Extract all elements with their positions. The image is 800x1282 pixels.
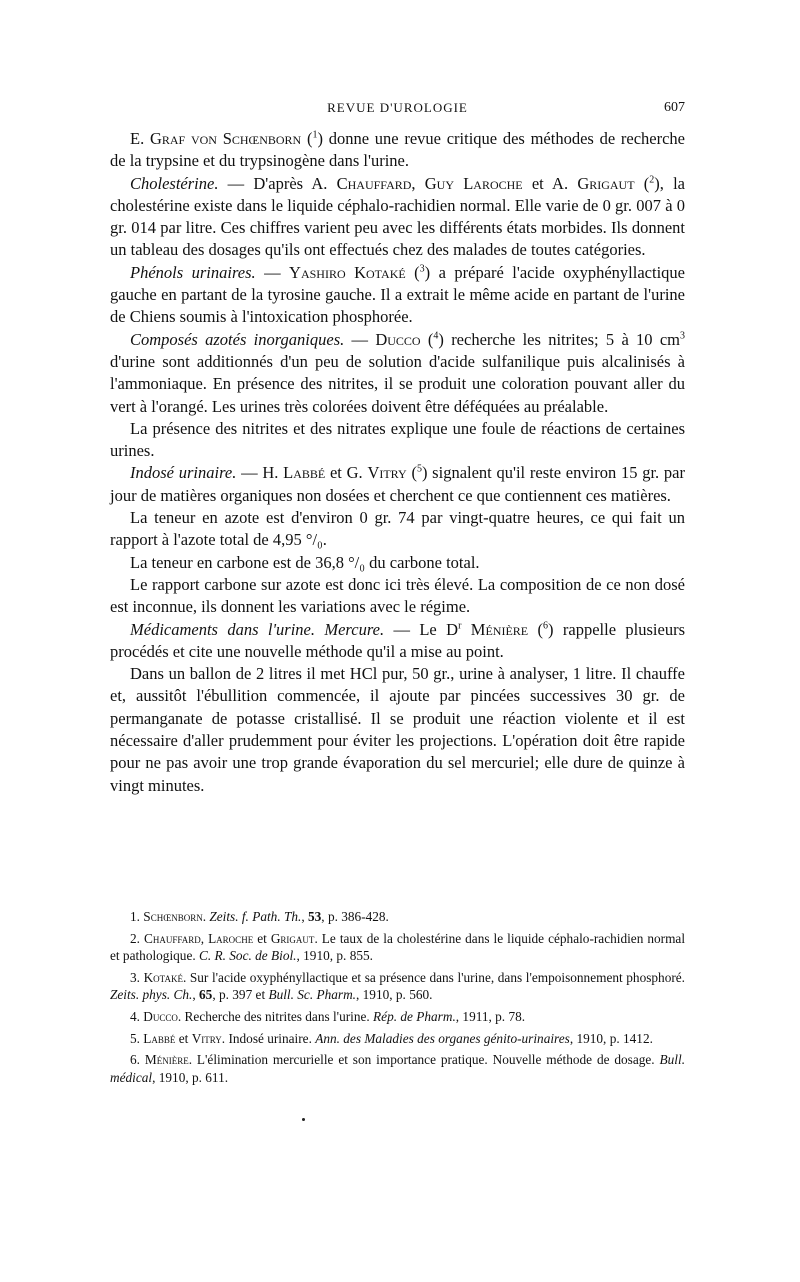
paragraph <box>110 173 685 262</box>
text-segment: ) rappelle plusieurs procédés et cite une nouvelle méthode qu'il a mise au point. <box>110 619 685 661</box>
text-segment: — H. <box>236 463 284 483</box>
text-segment: Chauffard <box>144 930 201 946</box>
footnote <box>110 1051 685 1086</box>
text-segment: Laroche <box>208 930 254 946</box>
text-segment: Dans un ballon de 2 litres il met HCl pur, 50 gr., urine à analyser, 1 litre. Il chauffe et, aussitôt l'ébullition commencée, il ajoute par pincées successives 30 gr. de permanganate de potasse cristallisé. Il se produit une réaction violente et il est nécessaire d'aller prudemment pour éviter les projections. L'opération doit être rapide pour ne pas avoir une trop grande évaporation du sel mercuriel; elle dure de quinze à vingt minutes. <box>110 664 685 795</box>
text-segment: Grigaut <box>270 930 315 946</box>
text-segment: , p. 397 et <box>212 987 269 1003</box>
text-segment: Cholestérine. <box>130 173 219 193</box>
text-segment: 1. <box>130 909 144 924</box>
text-segment: — Le D <box>384 619 459 639</box>
text-segment: 1 <box>312 129 318 141</box>
text-segment: 53 <box>308 909 322 924</box>
text-segment: d'urine sont additionnés d'un peu de solution d'acide sulfanilique puis alcalinisés à l'ammoniaque. En présence des nitrites, il se produit une coloration pouvant aller du vert à l'orangé. Les urines très colorées doivent être déféquées au préalable. <box>110 351 685 416</box>
text-segment: , 1910, p. 855. <box>296 948 373 964</box>
text-segment: Phénols urinaires. <box>130 262 256 282</box>
text-segment: et G. <box>325 463 368 483</box>
text-segment: Ménière <box>470 619 529 639</box>
running-title: REVUE D'UROLOGIE <box>327 100 468 115</box>
text-segment: 6 <box>543 620 549 632</box>
text-segment: 5 <box>416 463 422 475</box>
text-segment: Guy Laroche <box>424 173 523 193</box>
text-segment: ) a préparé l'acide oxyphényllactique gauche en partant de la tyrosine gauche. Il a extrait le même acide en partant de l'urine de Chiens soumis à l'intoxication phosphorée. <box>110 262 685 327</box>
paragraph <box>110 329 685 418</box>
text-segment: Rép. de Pharm. <box>373 1008 456 1024</box>
text-segment: Bull. médical <box>110 1052 686 1085</box>
text-segment: , 1911, p. 78. <box>455 1008 526 1024</box>
text-segment: Vitry <box>191 1030 222 1046</box>
text-segment: Indosé urinaire. <box>130 463 237 483</box>
text-segment: , 1910, p. 1412. <box>569 1030 653 1046</box>
text-segment: , <box>192 987 200 1003</box>
paragraph <box>110 574 685 619</box>
text-segment: , <box>411 173 425 193</box>
paragraph <box>110 128 685 173</box>
text-segment: — <box>255 262 290 282</box>
text-segment: Composés azotés inorganiques. <box>130 329 345 349</box>
text-segment: ) recherche les nitrites; 5 à 10 cm <box>438 329 681 349</box>
text-segment: . L'élimination mercurielle et son importance pratique. Nouvelle méthode de dosage. <box>188 1052 660 1068</box>
footnote <box>110 969 685 1004</box>
text-segment: ) signalent qu'il reste environ 15 gr. par jour de matières organiques non dosées et cherchent ce que contiennent ces matières. <box>110 463 685 505</box>
text-segment: et A. <box>522 173 578 193</box>
text-segment: Schœnborn <box>143 909 203 924</box>
text-segment: ( <box>405 262 420 282</box>
text-segment: 5. <box>130 1030 144 1046</box>
text-segment: ( <box>420 329 434 349</box>
text-segment: 2. <box>130 930 144 946</box>
text-segment: 3 <box>419 263 425 275</box>
page-header <box>110 100 685 122</box>
text-segment: r <box>458 620 462 632</box>
text-segment: 3 <box>680 330 686 342</box>
footnote <box>110 1030 685 1048</box>
text-segment: Graf von Schœnborn <box>149 129 302 148</box>
text-segment: Zeits. f. Path. Th. <box>209 909 302 924</box>
footnote <box>110 908 685 926</box>
text-segment: 3. <box>130 969 144 985</box>
text-segment: 2 <box>649 174 655 186</box>
text-segment: , <box>200 930 209 946</box>
text-segment: — <box>344 329 376 349</box>
text-segment: Ann. des Maladies des organes génito-urinaires <box>315 1030 570 1046</box>
text-segment: . Recherche des nitrites dans l'urine. <box>177 1008 374 1024</box>
text-segment: Chauffard <box>336 173 412 193</box>
text-segment: et <box>253 930 271 946</box>
text-segment: 4 <box>433 330 439 342</box>
text-segment: Ménière <box>144 1052 189 1068</box>
paragraph <box>110 507 685 552</box>
paragraph <box>110 418 685 463</box>
text-segment: Kotaké <box>143 969 183 985</box>
text-segment: , 1910, p. 560. <box>356 987 433 1003</box>
text-segment: , <box>301 909 308 924</box>
text-segment: La teneur en azote est d'environ 0 gr. 74 par vingt-quatre heures, ce qui fait un rapport à l'azote total de 4,95 °/₀. <box>110 508 685 550</box>
text-segment: 4. <box>130 1008 144 1024</box>
text-segment: Zeits. phys. Ch. <box>110 987 193 1003</box>
paragraph <box>110 663 685 797</box>
text-segment: La présence des nitrites et des nitrates explique une foule de réactions de certaines urines. <box>110 418 685 461</box>
text-segment: ( <box>634 173 650 193</box>
text-segment: . <box>202 909 210 924</box>
ink-dot <box>302 1118 305 1121</box>
text-segment: Labbé <box>283 463 326 483</box>
text-segment: . Le taux de la cholestérine dans le liquide céphalo-rachidien normal et pathologique. <box>110 930 686 964</box>
text-segment <box>461 620 470 639</box>
text-segment: Labbé <box>143 1030 176 1046</box>
text-segment: 65 <box>199 987 213 1003</box>
text-segment: E. <box>130 129 150 148</box>
page-number: 607 <box>664 100 685 115</box>
text-segment: , p. 386-428. <box>321 909 389 924</box>
text-segment: C. R. Soc. de Biol. <box>199 948 297 964</box>
text-segment: . Sur l'acide oxyphényllactique et sa présence dans l'urine, dans l'empoisonnement phosphoré. <box>182 969 685 985</box>
text-segment: ( <box>301 129 313 148</box>
text-segment: Vitry <box>367 463 407 483</box>
text-segment: Yashiro Kotaké <box>289 262 406 282</box>
text-segment: — D'après A. <box>218 173 337 193</box>
paragraph <box>110 262 685 329</box>
text-segment: ), la cholestérine existe dans le liquide céphalo-rachidien normal. Elle varie de 0 gr. 007 à 0 gr. 014 par litre. Ces chiffres varient peu avec les différents états morbides. Ils donnent un tableau des dosages qu'ils ont effectués chez des malades de toutes catégories. <box>110 173 686 260</box>
text-segment: ( <box>528 619 544 639</box>
body-text <box>110 128 685 797</box>
text-segment: Grigaut <box>577 173 635 193</box>
text-segment: La teneur en carbone est de 36,8 °/₀ du carbone total. <box>130 552 480 572</box>
text-segment: , 1910, p. 611. <box>152 1069 229 1085</box>
paragraph <box>110 619 685 664</box>
paragraph <box>110 552 685 574</box>
text-segment: ) donne une revue critique des méthodes de recherche de la trypsine et du trypsinogène dans l'urine. <box>110 129 685 171</box>
text-segment: 6. <box>130 1052 145 1068</box>
footnote <box>110 1008 685 1026</box>
footnotes <box>110 908 685 1090</box>
text-segment: Bull. Sc. Pharm. <box>268 987 356 1003</box>
text-segment: Ducco <box>375 329 421 349</box>
text-segment: Ducco <box>143 1008 178 1024</box>
text-segment: Médicaments dans l'urine. Mercure. <box>130 619 385 639</box>
text-segment: ( <box>406 463 417 483</box>
text-segment: et <box>175 1030 192 1046</box>
paragraph <box>110 462 685 507</box>
text-segment: . Indosé urinaire. <box>221 1030 316 1046</box>
text-segment: Le rapport carbone sur azote est donc ici très élevé. La composition de ce non dosé est inconnue, ils donnent les variations avec le régime. <box>110 574 685 617</box>
footnote <box>110 930 685 965</box>
